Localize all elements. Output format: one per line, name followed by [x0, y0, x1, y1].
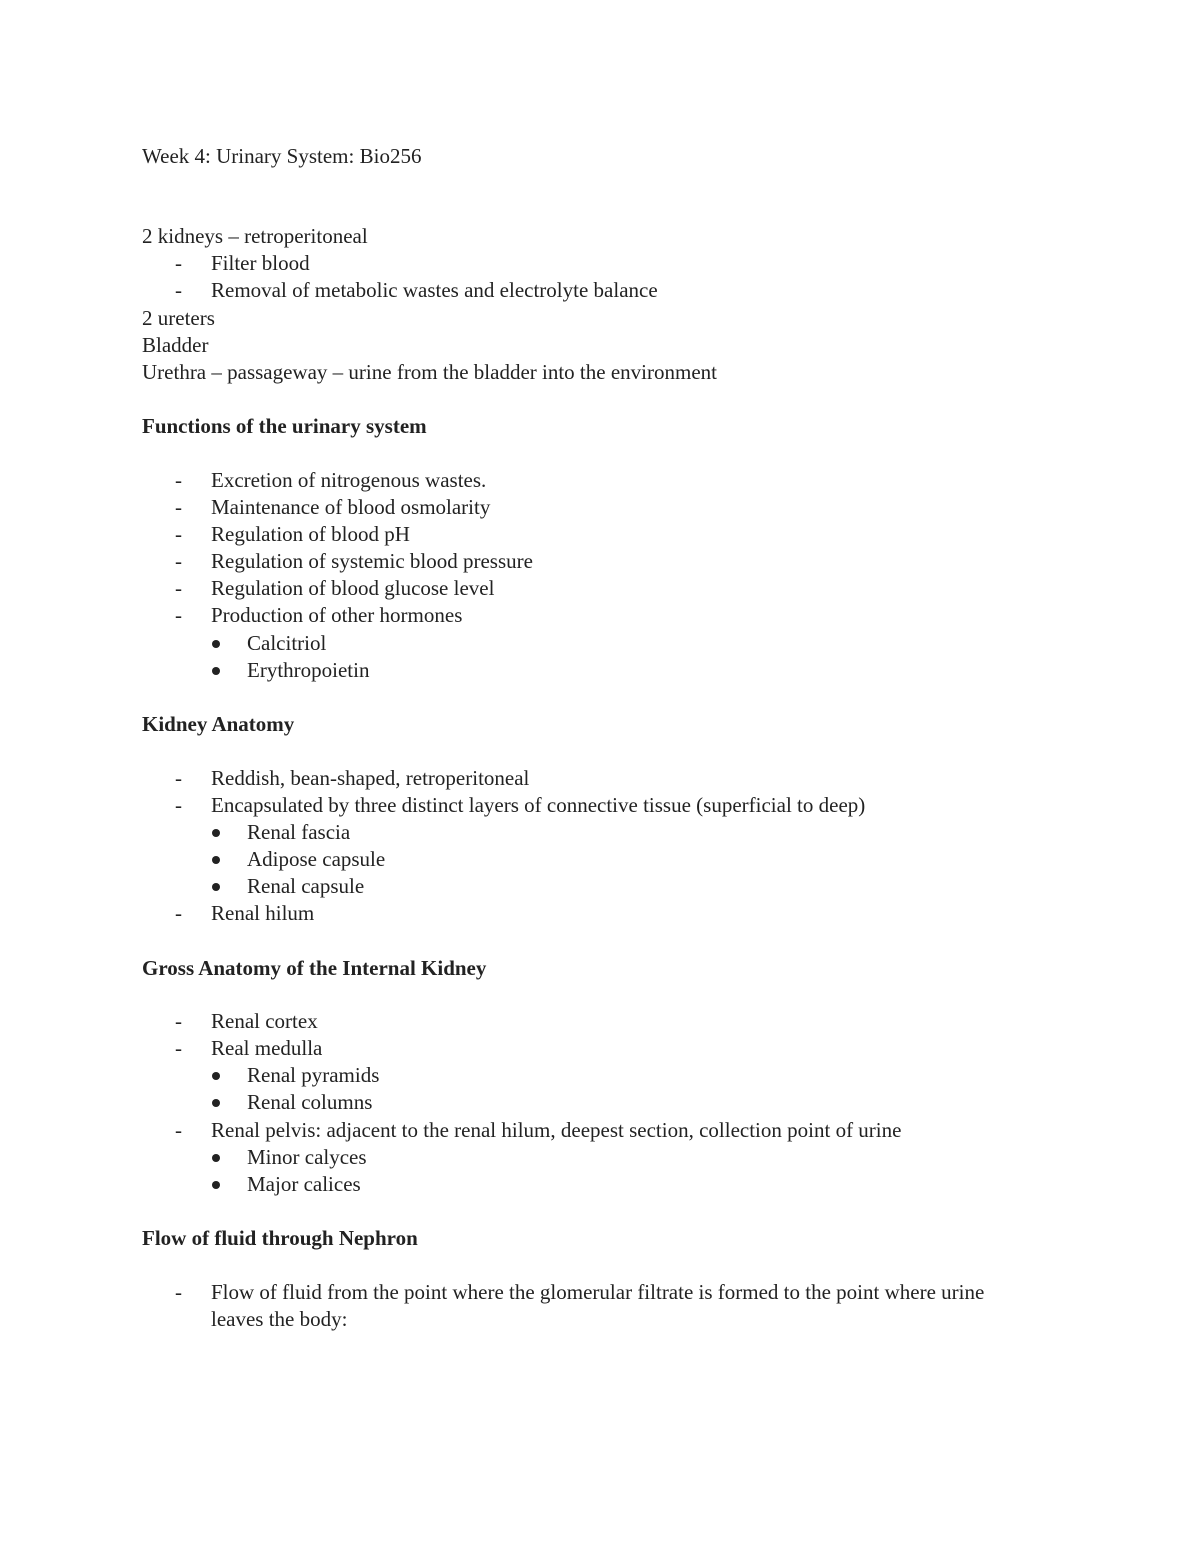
list-item-text: Renal cortex: [211, 1009, 318, 1033]
sub-list-item-text: Adipose capsule: [247, 847, 386, 871]
bullet-icon: [212, 883, 220, 891]
sub-list-item-text: Major calices: [247, 1172, 361, 1196]
dash-marker: -: [175, 1036, 182, 1060]
dash-marker: -: [175, 468, 182, 492]
intro-kidneys: 2 kidneys – retroperitoneal: [142, 224, 368, 248]
sub-list-item-text: Calcitriol: [247, 631, 327, 655]
bullet-icon: [212, 856, 220, 864]
dash-marker: -: [175, 251, 182, 275]
bullet-icon: [212, 1072, 220, 1080]
document-title: Week 4: Urinary System: Bio256: [142, 144, 422, 168]
list-item-text: Real medulla: [211, 1036, 323, 1060]
dash-marker: -: [175, 1118, 182, 1142]
dash-marker: -: [175, 522, 182, 546]
dash-marker: -: [175, 495, 182, 519]
sub-list-item-text: Renal pyramids: [247, 1063, 380, 1087]
list-item-text: Production of other hormones: [211, 603, 463, 627]
list-item-text: Regulation of systemic blood pressure: [211, 549, 533, 573]
list-item-text: Reddish, bean-shaped, retroperitoneal: [211, 766, 530, 790]
list-item-text: Renal hilum: [211, 901, 315, 925]
dash-marker: -: [175, 549, 182, 573]
dash-marker: -: [175, 278, 182, 302]
intro-urethra: Urethra – passageway – urine from the bladder into the environment: [142, 360, 717, 384]
bullet-icon: [212, 640, 220, 648]
list-item-text: Regulation of blood glucose level: [211, 576, 495, 600]
list-item-text: Maintenance of blood osmolarity: [211, 495, 491, 519]
sub-list-item-text: Erythropoietin: [247, 658, 370, 682]
dash-marker: -: [175, 766, 182, 790]
dash-marker: -: [175, 901, 182, 925]
list-item-text: Regulation of blood pH: [211, 522, 410, 546]
bullet-icon: [212, 667, 220, 675]
dash-marker: -: [175, 603, 182, 627]
bullet-icon: [212, 1099, 220, 1107]
sub-list-item-text: Renal columns: [247, 1090, 373, 1114]
bullet-icon: [212, 1181, 220, 1189]
dash-marker: -: [175, 1009, 182, 1033]
intro-bladder: Bladder: [142, 333, 209, 357]
list-item-text: Encapsulated by three distinct layers of connective tissue (superficial to deep): [211, 793, 866, 817]
dash-marker: -: [175, 793, 182, 817]
section-heading-kidney-anatomy: Kidney Anatomy: [142, 712, 295, 736]
section-heading-nephron-flow: Flow of fluid through Nephron: [142, 1226, 418, 1250]
list-item-text: Removal of metabolic wastes and electrolyte balance: [211, 278, 658, 302]
intro-ureters: 2 ureters: [142, 306, 215, 330]
bullet-icon: [212, 1154, 220, 1162]
section-heading-functions: Functions of the urinary system: [142, 414, 427, 438]
dash-marker: -: [175, 576, 182, 600]
list-item-text: Flow of fluid from the point where the glomerular filtrate is formed to the point where urine leaves the body:: [211, 1280, 985, 1331]
list-item-text: Excretion of nitrogenous wastes.: [211, 468, 487, 492]
dash-marker: -: [175, 1280, 182, 1304]
bullet-icon: [212, 829, 220, 837]
list-item-text: Filter blood: [211, 251, 310, 275]
sub-list-item-text: Renal fascia: [247, 820, 351, 844]
sub-list-item-text: Renal capsule: [247, 874, 365, 898]
list-item-text: Renal pelvis: adjacent to the renal hilum, deepest section, collection point of urine: [211, 1118, 902, 1142]
section-heading-gross-anatomy: Gross Anatomy of the Internal Kidney: [142, 956, 487, 980]
sub-list-item-text: Minor calyces: [247, 1145, 367, 1169]
